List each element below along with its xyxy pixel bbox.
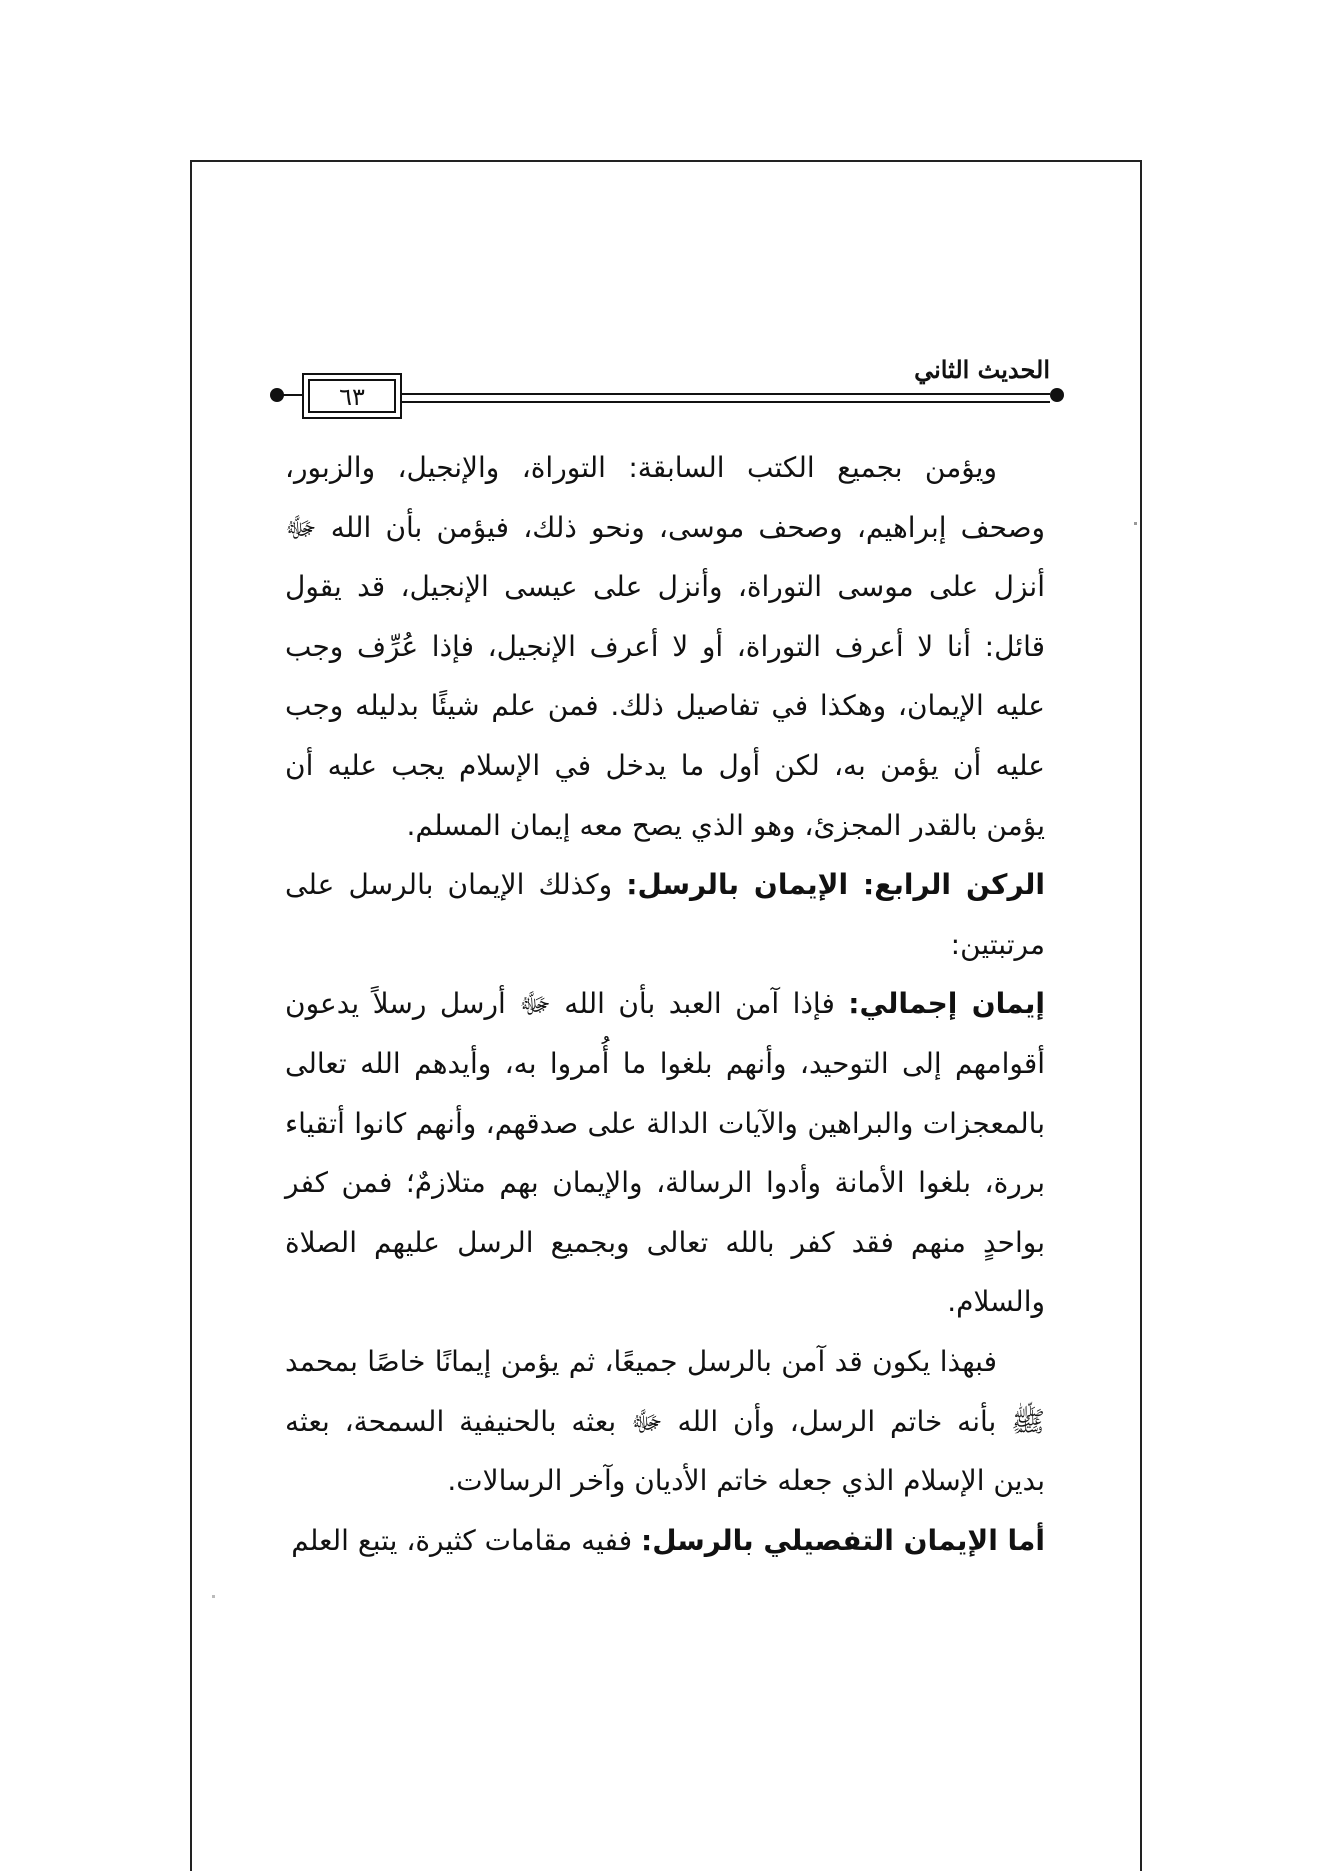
ornament-dot-icon [1050,388,1064,402]
paragraph [285,438,1045,855]
header-rule-tick [282,394,302,396]
paragraph [285,855,1045,974]
paragraph-text: ويؤمن بجميع الكتب السابقة: التوراة، والإنجيل، والزبور، وصحف إبراهيم، وصحف موسى، ونحو ذلك، فيؤمن بأن الله ﷻ أنزل على موسى التوراة، وأنزل على عيسى الإنجيل، قد يقول قائل: أنا لا أعرف التوراة، أو لا أعرف الإنجيل، فإذا عُرِّف وجب عليه الإيمان، وهكذا في تفاصيل ذلك. فمن علم شيئًا بدليله وجب عليه أن يؤمن به، لكن أول ما يدخل في الإسلام يجب عليه أن يؤمن بالقدر المجزئ، وهو الذي يصح معه إيمان المسلم. [285,451,1045,842]
paragraph-text: فبهذا يكون قد آمن بالرسل جميعًا، ثم يؤمن إيمانًا خاصًا بمحمد ﷺ بأنه خاتم الرسل، وأن الله ﷻ بعثه بالحنيفية السمحة، بعثه بدين الإسلام الذي جعله خاتم الأديان وآخر الرسالات. [285,1344,1045,1498]
page-frame-top [190,160,1141,162]
section-heading: أما الإيمان التفصيلي بالرسل: [641,1523,1045,1557]
paragraph-text: وكذلك الإيمان بالرسل على مرتبتين: [285,868,1045,961]
paragraph [285,1332,1045,1511]
running-header [270,355,1050,415]
page-frame-right [1140,160,1142,1871]
page-number: ٦٣ [302,373,402,419]
paragraph [285,1511,1045,1571]
chapter-title: الحديث الثاني [914,355,1050,384]
scan-speck [212,1595,215,1598]
paragraph-text: فإذا آمن العبد بأن الله ﷻ أرسل رسلاً يدعون أقوامهم إلى التوحيد، وأنهم بلغوا ما أُمروا به، وأيدهم الله تعالى بالمعجزات والبراهين والآيات الدالة على صدقهم، وأنهم كانوا أتقياء بررة، بلغوا الأمانة وأدوا الرسالة، والإيمان بهم متلازمٌ؛ فمن كفر بواحدٍ منهم فقد كفر بالله تعالى وبجميع الرسل عليهم الصلاة والسلام. [285,987,1045,1319]
paragraph [285,974,1045,1332]
section-heading: إيمان إجمالي: [848,987,1045,1021]
scan-speck [1134,522,1137,525]
paragraph-text: ففيه مقامات كثيرة، يتبع العلم [291,1523,641,1557]
section-heading: الركن الرابع: الإيمان بالرسل: [626,868,1045,902]
header-rule [400,393,1050,403]
page-frame-left [190,160,192,1871]
body-text [285,438,1045,1570]
